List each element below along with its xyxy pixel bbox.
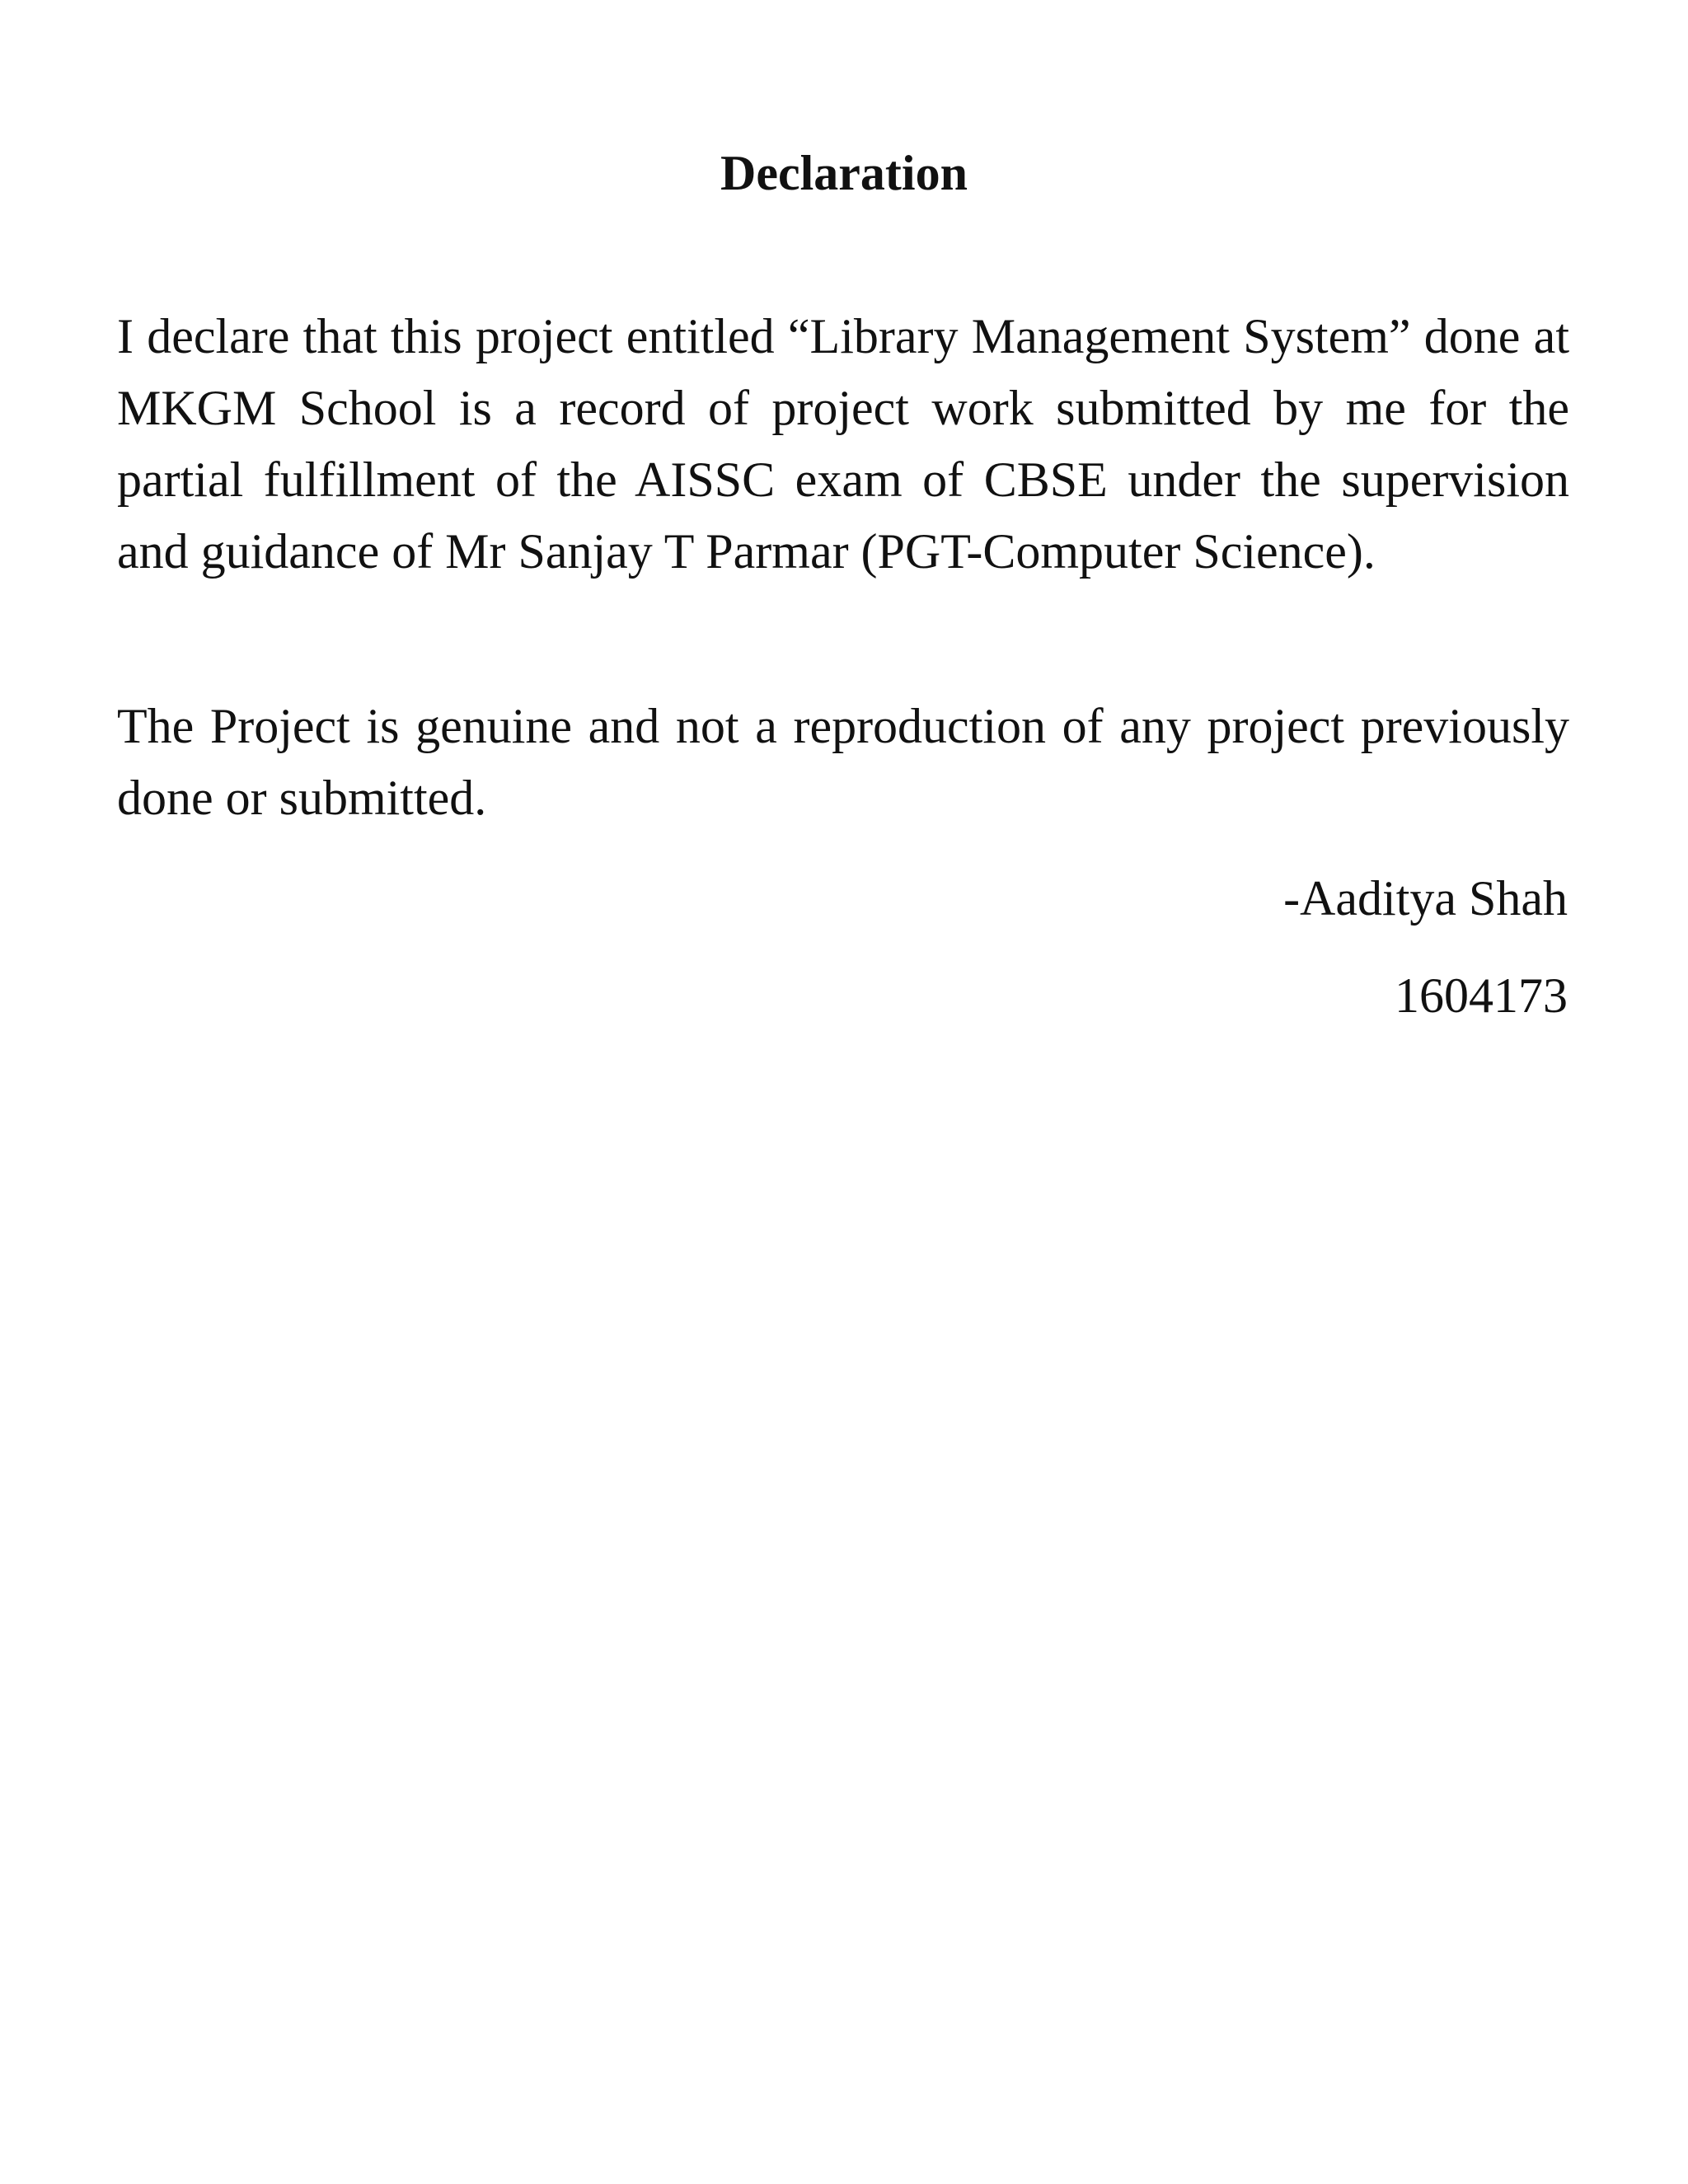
- roll-number: 1604173: [1395, 968, 1568, 1023]
- page-title: Declaration: [720, 146, 968, 200]
- declaration-paragraph-1: I declare that this project entitled “Library Management System” done at MKGM School is a record of project work submitted by me for the partial fulfillment of the AISSC exam of CBSE under the supervision and guidance of Mr Sanjay T Parmar (PGT-Computer Science).: [117, 309, 1569, 579]
- signature-name: -Aaditya Shah: [1283, 871, 1568, 926]
- declaration-paragraph-2: The Project is genuine and not a reproduction of any project previously done or submitted.: [117, 699, 1569, 825]
